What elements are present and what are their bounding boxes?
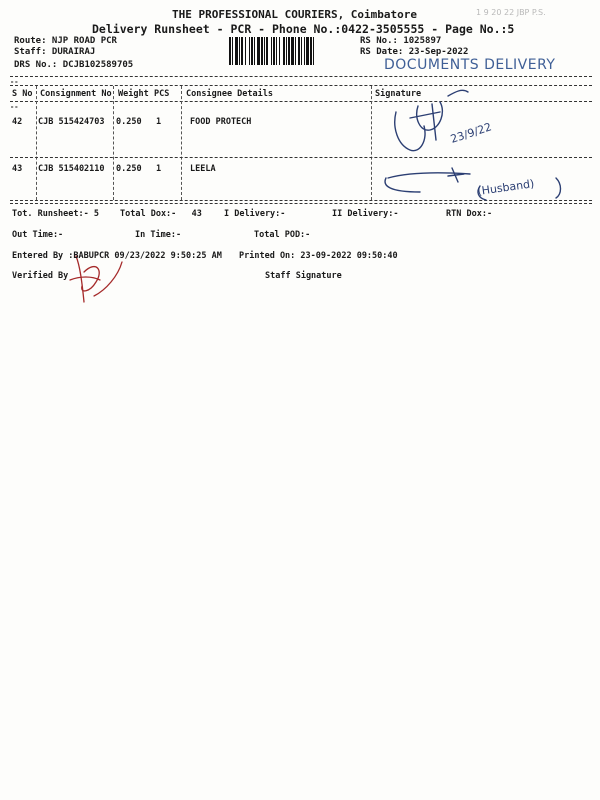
col-consignee: Consignee Details bbox=[186, 89, 273, 99]
verified-by: Verified By bbox=[12, 271, 69, 281]
company-name: THE PROFESSIONAL COURIERS, Coimbatore bbox=[172, 8, 418, 21]
row-42-weight: 0.250 bbox=[116, 117, 142, 127]
row-42-consignment: CJB 515424703 bbox=[38, 117, 105, 127]
row-43-pcs: 1 bbox=[156, 164, 162, 174]
row-42-consignee: FOOD PROTECH bbox=[190, 117, 252, 127]
printed-on: Printed On: 23-09-2022 09:50:40 bbox=[239, 251, 398, 261]
total-dox: Total Dox:- 43 bbox=[120, 209, 202, 219]
entered-by: Entered By :BABUPCR 09/23/2022 9:50:25 AM bbox=[12, 251, 222, 261]
col-weight: Weight bbox=[118, 89, 149, 99]
row-42-sno: 42 bbox=[12, 117, 23, 127]
runsheet-subtitle: Delivery Runsheet - PCR - Phone No.:0422-3505555 - Page No.:5 bbox=[92, 22, 515, 36]
route-label: Route: NJP ROAD PCR bbox=[14, 36, 117, 46]
col-pcs: PCS bbox=[154, 89, 170, 99]
first-delivery: I Delivery:- bbox=[224, 209, 286, 219]
signature-row-42-date: 23/9/22 bbox=[448, 120, 494, 146]
col-consignment: Consignment No bbox=[40, 89, 112, 99]
rs-number: RS No.: 1025897 bbox=[360, 36, 442, 46]
in-time: In Time:- bbox=[135, 230, 182, 240]
row-43-consignee: LEELA bbox=[190, 164, 216, 174]
row-43-weight: 0.250 bbox=[116, 164, 142, 174]
total-pod: Total POD:- bbox=[254, 230, 311, 240]
total-runsheet: Tot. Runsheet:- 5 bbox=[12, 209, 99, 219]
signature-row-43-relation: (Husband) bbox=[476, 177, 536, 198]
documents-delivery-stamp: DOCUMENTS DELIVERY bbox=[384, 57, 556, 73]
rule-mark: -- bbox=[10, 78, 19, 86]
faint-mark: 1 9 20 22 JBP P.S. bbox=[476, 8, 546, 17]
rule-mark-2: -- bbox=[10, 103, 19, 111]
row-43-sno: 43 bbox=[12, 164, 23, 174]
rtn-dox: RTN Dox:- bbox=[446, 209, 493, 219]
out-time: Out Time:- bbox=[12, 230, 64, 240]
col-sno: S No bbox=[12, 89, 33, 99]
staff-signature-label: Staff Signature bbox=[265, 271, 342, 281]
rs-date: RS Date: 23-Sep-2022 bbox=[360, 47, 469, 57]
staff-label: Staff: DURAIRAJ bbox=[14, 47, 96, 57]
drs-number: DRS No.: DCJB102589705 bbox=[14, 60, 134, 70]
row-43-consignment: CJB 515402110 bbox=[38, 164, 105, 174]
row-42-pcs: 1 bbox=[156, 117, 162, 127]
verified-signature bbox=[70, 256, 122, 302]
col-signature: Signature bbox=[375, 89, 422, 99]
second-delivery: II Delivery:- bbox=[332, 209, 399, 219]
